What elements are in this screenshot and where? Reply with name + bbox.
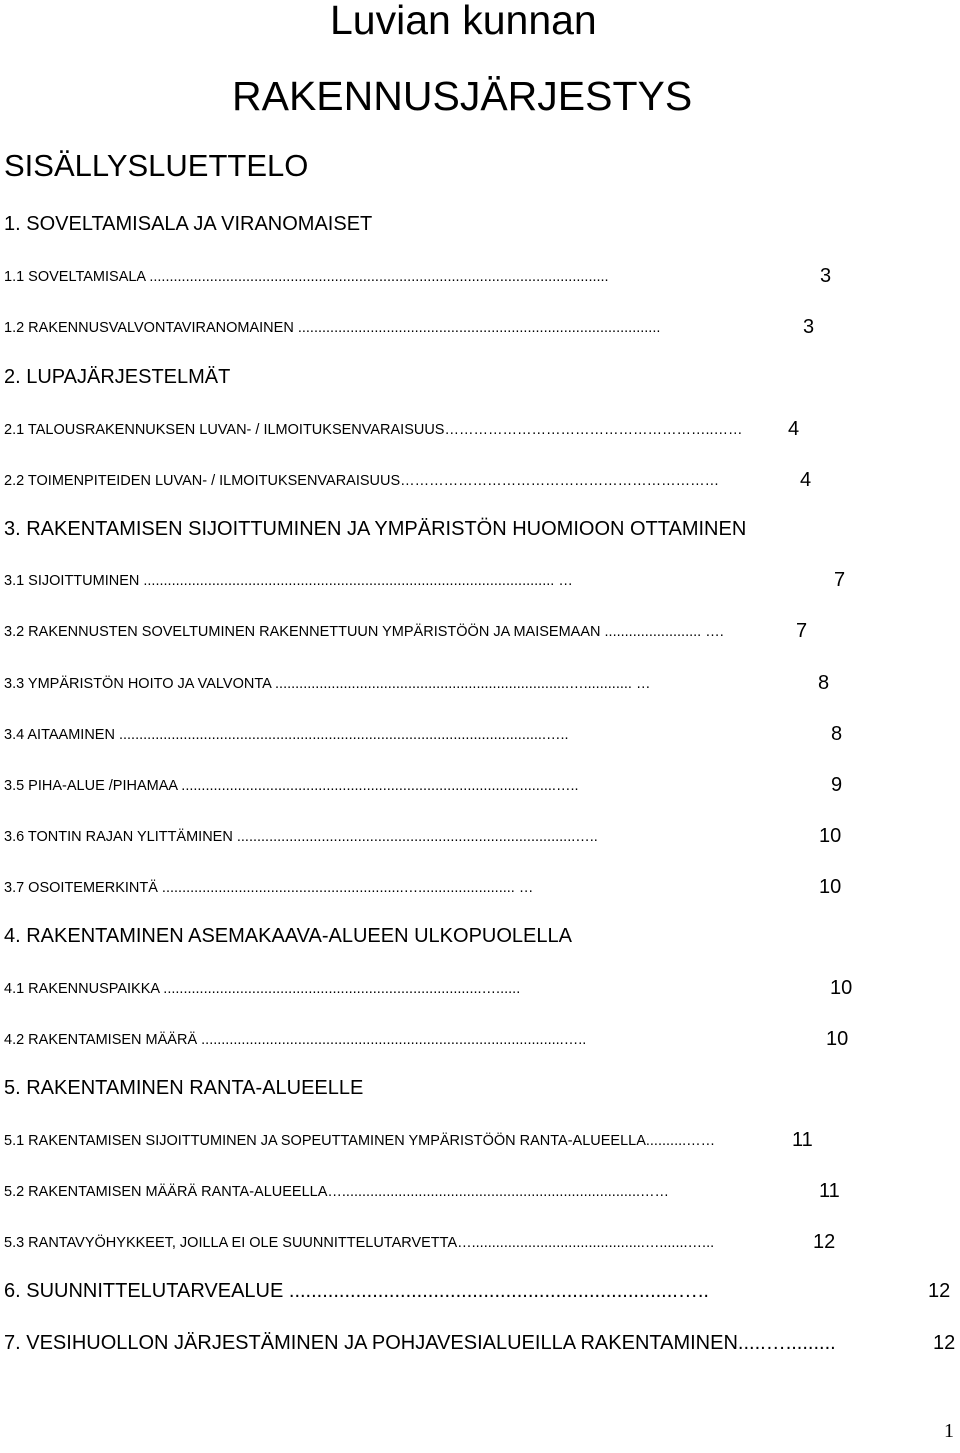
toc-heading: SISÄLLYSLUETTELO [4,148,309,183]
toc-entry-text: 3.6 TONTIN RAJAN YLITTÄMINEN ....................................................................................….. [4,829,598,845]
toc-page-5-1: 11 [792,1129,813,1151]
toc-entry-text: 3.2 RAKENNUSTEN SOVELTUMINEN RAKENNETTUUN YMPÄRISTÖÖN JA MAISEMAAN ........................ …. [4,624,724,640]
document-title-line1: Luvian kunnan [330,0,597,43]
toc-entry-1-2[interactable] [4,318,808,338]
toc-page-7: 12 [933,1332,956,1354]
toc-entry-text: 4.2 RAKENTAMISEN MÄÄRÄ ..........................................................................................….. [4,1032,587,1048]
toc-section-5: 5. RAKENTAMINEN RANTA-ALUEELLE [4,1077,364,1099]
toc-entry-3-1[interactable] [4,571,836,591]
toc-entry-4-2[interactable] [4,1030,830,1050]
toc-entry-text: 1.1 SOVELTAMISALA .................................................................................................................. [4,269,609,285]
toc-entry-text: 5.1 RAKENTAMISEN SIJOITTUMINEN JA SOPEUTTAMINEN YMPÄRISTÖÖN RANTA-ALUEELLA..........…… [4,1133,716,1149]
toc-entry-5-2[interactable] [4,1182,822,1202]
toc-entry-5-3[interactable] [4,1233,816,1253]
toc-entry-1-1[interactable] [4,267,834,287]
toc-entry-3-3[interactable] [4,674,820,694]
toc-section-4: 4. RAKENTAMINEN ASEMAKAAVA-ALUEEN ULKOPUOLELLA [4,925,572,947]
toc-page-3-7: 10 [819,876,842,898]
toc-page-3-5: 9 [831,774,843,796]
toc-entry-text: 7. VESIHUOLLON JÄRJESTÄMINEN JA POHJAVESIALUEILLA RAKENTAMINEN.....…......... [4,1332,836,1354]
toc-entry-text: 3.7 OSOITEMERKINTÄ ............................................................…........................ … [4,880,534,896]
toc-page-1-1: 3 [820,265,832,287]
toc-entry-text: 3.1 SIJOITTUMINEN ...................................................................................................... … [4,573,573,589]
toc-entry-text: 3.5 PIHA-ALUE /PIHAMAA .............................................................................................….. [4,778,579,794]
toc-entry-2-1[interactable] [4,420,790,440]
toc-entry-5-1[interactable] [4,1131,796,1151]
toc-page-3-4: 8 [831,723,843,745]
toc-page-4-1: 10 [830,977,853,999]
page-number: 1 [944,1420,954,1442]
toc-entry-text: 3.3 YMPÄRISTÖN HOITO JA VALVONTA .........................................................................…............ … [4,676,651,692]
toc-entry-text: 5.3 RANTAVYÖHYKKEET, JOILLA EI OLE SUUNNITTELUTARVETTA…...........................................….......…... [4,1235,715,1251]
toc-page-3-1: 7 [834,569,846,591]
toc-entry-text: 2.2 TOIMENPITEIDEN LUVAN- / ILMOITUKSENVARAISUUS………………………………………………………… [4,473,720,489]
toc-page-3-6: 10 [819,825,842,847]
toc-page-5-3: 12 [813,1231,836,1253]
toc-page-2-1: 4 [788,418,800,440]
toc-entry-text: 5.2 RAKENTAMISEN MÄÄRÄ RANTA-ALUEELLA…..........................................................................…… [4,1184,669,1200]
toc-page-2-2: 4 [800,469,812,491]
toc-entry-4-1[interactable] [4,979,832,999]
toc-entry-text: 3.4 AITAAMINEN ..........................................................................................................….. [4,727,569,743]
toc-section-2: 2. LUPAJÄRJESTELMÄT [4,366,231,388]
toc-entry-3-4[interactable] [4,725,836,745]
toc-page-3-3: 8 [818,672,830,694]
toc-entry-3-2[interactable] [4,622,798,642]
toc-entry-text: 2.1 TALOUSRAKENNUKSEN LUVAN- / ILMOITUKSENVARAISUUS………………………………………………..…… [4,422,743,438]
toc-entry-3-5[interactable] [4,776,836,796]
toc-page-4-2: 10 [826,1028,849,1050]
toc-section-1: 1. SOVELTAMISALA JA VIRANOMAISET [4,213,373,235]
toc-page-1-2: 3 [803,316,815,338]
toc-entry-text: 6. SUUNNITTELUTARVEALUE ......................................................................….. [4,1280,709,1302]
toc-section-6[interactable] [4,1279,932,1303]
toc-entry-3-6[interactable] [4,827,822,847]
toc-page-6: 12 [928,1280,951,1302]
toc-entry-2-2[interactable] [4,471,804,491]
document-title-line2: RAKENNUSJÄRJESTYS [232,73,693,119]
toc-page-5-2: 11 [819,1180,840,1202]
toc-entry-text: 1.2 RAKENNUSVALVONTAVIRANOMAINEN .......................................................................................... [4,320,661,336]
toc-page-3-2: 7 [796,620,808,642]
toc-section-3: 3. RAKENTAMISEN SIJOITTUMINEN JA YMPÄRISTÖN HUOMIOON OTTAMINEN [4,518,747,540]
toc-entry-3-7[interactable] [4,878,822,898]
toc-entry-text: 4.1 RAKENNUSPAIKKA ...............................................................................…...... [4,981,521,997]
toc-section-7[interactable] [4,1331,938,1355]
